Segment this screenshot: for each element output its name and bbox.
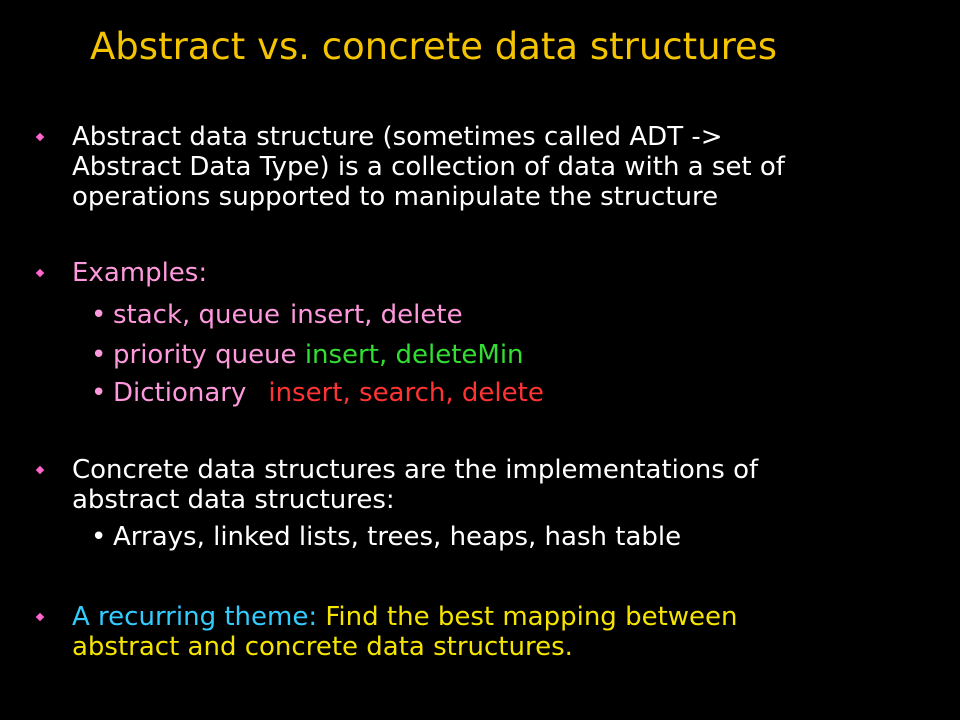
adt-line-2: Abstract Data Type) is a collection of data with a set of xyxy=(72,152,785,182)
example-item-priority-queue xyxy=(91,340,524,370)
dot-bullet-icon: • xyxy=(91,378,107,408)
diamond-bullet-icon xyxy=(36,466,44,474)
example-ops: insert, delete xyxy=(290,300,463,330)
adt-line-1: Abstract data structure (sometimes called ADT -> xyxy=(72,122,723,152)
example-ops: insert, search, delete xyxy=(268,378,544,408)
concrete-line-2: abstract data structures: xyxy=(72,485,395,515)
adt-bullet xyxy=(72,122,785,212)
dot-bullet-icon: • xyxy=(91,300,107,330)
diamond-bullet-icon xyxy=(36,133,44,141)
slide-title: Abstract vs. concrete data structures xyxy=(90,25,778,68)
concrete-sub-text: Arrays, linked lists, trees, heaps, hash table xyxy=(113,522,682,552)
example-ops: insert, deleteMin xyxy=(304,340,524,370)
theme-label: A recurring theme: xyxy=(72,602,318,632)
diamond-bullet-icon xyxy=(36,613,44,621)
example-item-dictionary xyxy=(91,378,544,408)
concrete-bullet xyxy=(72,455,758,515)
example-name: priority queue xyxy=(113,340,297,370)
examples-bullet xyxy=(72,258,207,288)
example-name: stack, queue xyxy=(113,300,281,330)
adt-line-3: operations supported to manipulate the structure xyxy=(72,182,719,212)
concrete-line-1: Concrete data structures are the implementations of xyxy=(72,455,759,485)
dot-bullet-icon: • xyxy=(91,340,107,370)
example-name: Dictionary xyxy=(113,378,247,408)
concrete-sub-item xyxy=(91,522,682,552)
examples-label: Examples: xyxy=(72,258,208,288)
dot-bullet-icon: • xyxy=(91,522,107,552)
theme-line-1 xyxy=(72,602,738,632)
example-item-stack-queue xyxy=(91,300,463,330)
theme-line-1-rest: Find the best mapping between xyxy=(325,602,738,632)
theme-bullet xyxy=(72,602,738,662)
diamond-bullet-icon xyxy=(36,269,44,277)
theme-line-2: abstract and concrete data structures. xyxy=(72,632,573,662)
